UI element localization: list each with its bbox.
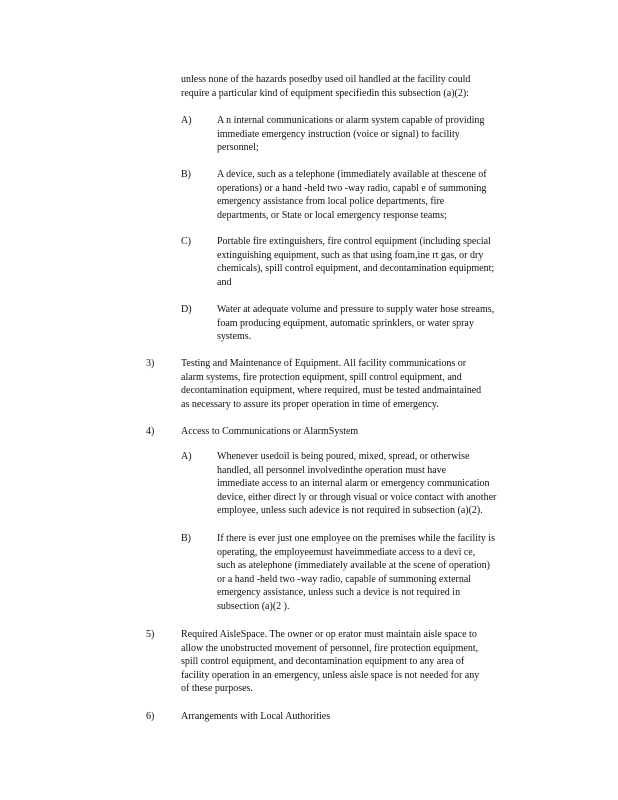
text-line: If there is ever just one employee on the premises while the facility is (217, 533, 495, 544)
text-line: immediate access to an internal alarm or emergency communication (217, 478, 490, 490)
text-line: emergency assistance from local police departments, fire (217, 196, 445, 208)
text-line: facility operation in an emergency, unless aisle space is not needed for any (181, 669, 480, 681)
item-4a-text (217, 450, 496, 518)
text-line: alarm systems, fire protection equipment, spill control equipment, and (181, 371, 462, 383)
section-4-heading (181, 425, 358, 439)
text-line: decontamination equipment, where required, must be tested andmaintained (181, 385, 482, 397)
item-d-text (217, 303, 494, 344)
item-label-4a: A) (181, 451, 192, 462)
item-4b-text (217, 532, 495, 614)
item-label-c: C) (181, 236, 191, 247)
text-line: personnel; (217, 142, 259, 154)
text-line: extinguishing equipment, such as that using foam,ine rt gas, or dry (217, 249, 484, 261)
section-number-6: 6) (146, 711, 155, 722)
item-c-text (217, 235, 494, 289)
item-label-4b: B) (181, 533, 191, 544)
text-line: A device, such as a telephone (immediately available at thescene of (217, 169, 487, 180)
intro-paragraph (181, 73, 470, 100)
text-line: operating, the employeemust haveimmediate access to a devi ce, (217, 546, 476, 558)
text-line: require a particular kind of equipment specifiedin this subsection (a)(2): (181, 87, 469, 99)
section-heading: Arrangements with Local Authorities (181, 711, 331, 722)
item-label-d: D) (181, 304, 192, 315)
item-label-b: B) (181, 169, 191, 180)
text-line: device, either direct ly or through visual or voice contact with another (217, 491, 497, 503)
text-line: Whenever usedoil is being poured, mixed, spread, or otherwise (217, 451, 470, 462)
item-a-text (217, 114, 484, 155)
text-line: as necessary to assure its proper operation in time of emergency. (181, 398, 439, 410)
text-line: unless none of the hazards posedby used oil handled at the facility could (181, 74, 471, 85)
item-b-text (217, 168, 487, 222)
section-number-3: 3) (146, 358, 155, 369)
section-number-4: 4) (146, 426, 155, 437)
text-line: Testing and Maintenance of Equipment. All facility communications or (181, 358, 467, 369)
text-line: or a hand -held two -way radio, capable of summoning external (217, 573, 472, 585)
section-5-text (181, 628, 479, 696)
text-line: such as atelephone (immediately available at the scene of operation) (217, 560, 490, 572)
text-line: operations) or a hand -held two -way radio, capabl e of summoning (217, 182, 487, 194)
text-line: A n internal communications or alarm system capable of providing (217, 115, 485, 126)
text-line: Required AisleSpace. The owner or op erator must maintain aisle space to (181, 629, 477, 640)
item-label-a: A) (181, 115, 192, 126)
text-line: handled, all personnel involvedinthe operation must have (217, 464, 447, 476)
text-line: of these purposes. (181, 683, 253, 695)
text-line: chemicals), spill control equipment, and decontamination equipment; (217, 263, 495, 275)
section-heading: Access to Communications or AlarmSystem (181, 426, 359, 437)
section-number-5: 5) (146, 629, 155, 640)
text-line: immediate emergency instruction (voice or signal) to facility (217, 128, 460, 140)
text-line: and (217, 276, 232, 288)
text-line: foam producing equipment, automatic sprinklers, or water spray (217, 317, 474, 329)
text-line: Water at adequate volume and pressure to supply water hose streams, (217, 304, 495, 315)
text-line: Portable fire extinguishers, fire control equipment (including special (217, 236, 491, 247)
text-line: subsection (a)(2 ). (217, 600, 290, 612)
text-line: systems. (217, 331, 252, 343)
section-3-text (181, 357, 481, 411)
text-line: departments, or State or local emergency response teams; (217, 209, 447, 221)
text-line: employee, unless such adevice is not required in subsection (a)(2). (217, 505, 483, 517)
text-line: allow the unobstructed movement of personnel, fire protection equipment, (181, 642, 479, 654)
text-line: emergency assistance, unless such a device is not required in (217, 587, 461, 599)
section-6-heading (181, 710, 330, 724)
text-line: spill control equipment, and decontamination equipment to any area of (181, 656, 465, 668)
